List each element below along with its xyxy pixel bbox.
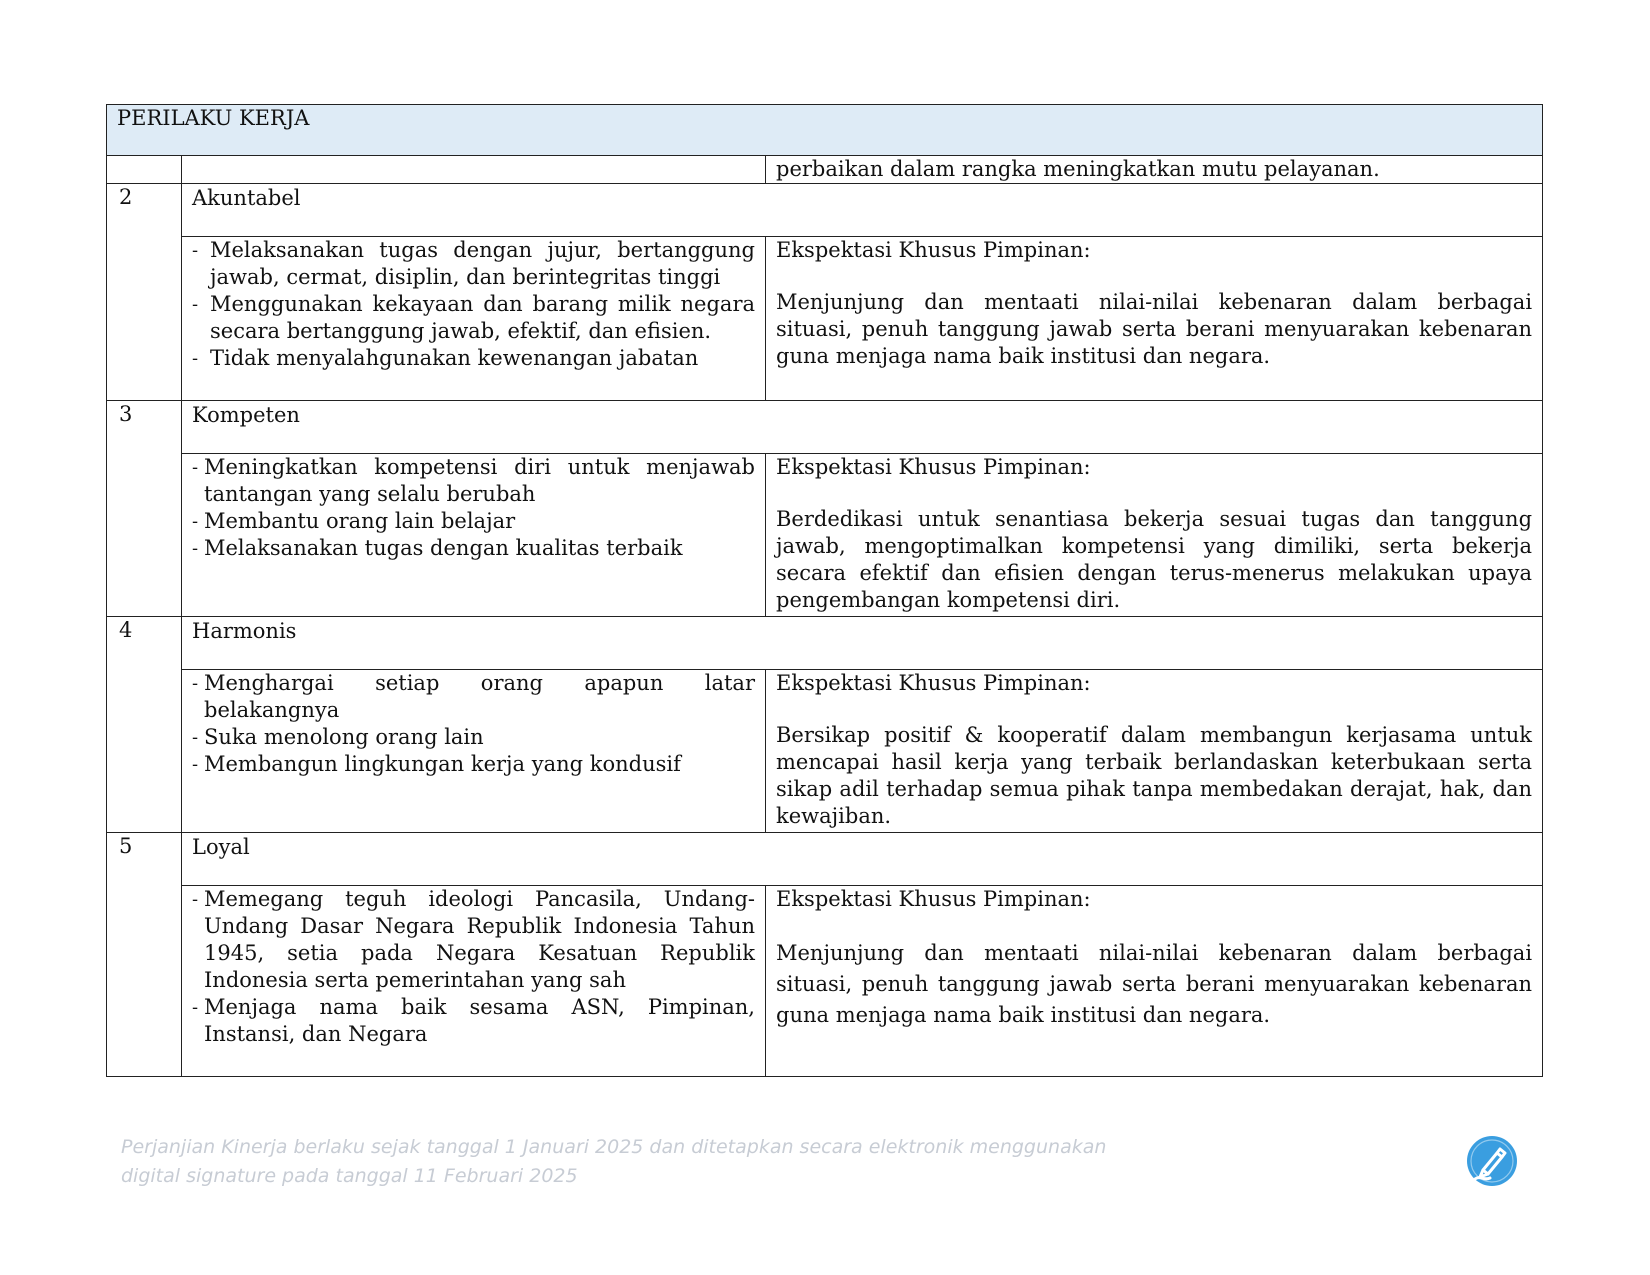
list-item: - Menghargai setiap orang apapun latar belakangnya — [192, 670, 755, 724]
section-number: 3 — [107, 401, 182, 617]
footer-line-1: Perjanjian Kinerja berlaku sejak tanggal 1 Januari 2025 dan ditetapkan secara elektronik menggunakan — [121, 1136, 1107, 1158]
footer-line-2: digital signature pada tanggal 11 Februari 2025 — [121, 1165, 578, 1187]
section-body-row — [107, 886, 1543, 1077]
section-title-row — [107, 184, 1543, 237]
behavior-list — [192, 454, 755, 562]
behavior-list — [192, 886, 755, 1048]
expectation-label: Ekspektasi Khusus Pimpinan: — [776, 887, 1091, 911]
section-title-row — [107, 401, 1543, 454]
expectation-label: Ekspektasi Khusus Pimpinan: — [776, 455, 1091, 479]
behavior-list-cell — [182, 237, 766, 401]
expectation-text: Menjunjung dan mentaati nilai-nilai kebenaran dalam berbagai situasi, penuh tanggung jawab serta berani menyuarakan kebenaran guna menjaga nama baik institusi dan negara. — [776, 290, 1533, 368]
list-item: - Tidak menyalahgunakan kewenangan jabatan — [192, 345, 755, 372]
list-item: - Suka menolong orang lain — [192, 724, 755, 751]
list-item: - Melaksanakan tugas dengan kualitas terbaik — [192, 535, 755, 562]
table-header-row — [107, 105, 1543, 156]
section-number: 4 — [107, 617, 182, 833]
behavior-list-cell — [182, 454, 766, 617]
section-body-row — [107, 670, 1543, 833]
section-number: 2 — [107, 184, 182, 401]
list-item: - Meningkatkan kompetensi diri untuk menjawab tantangan yang selalu berubah — [192, 454, 755, 508]
section-title: Loyal — [182, 833, 1543, 886]
section-body-row — [107, 454, 1543, 617]
behavior-list-cell — [182, 886, 766, 1077]
section-title-row — [107, 833, 1543, 886]
list-item: - Membantu orang lain belajar — [192, 508, 755, 535]
list-item: - Melaksanakan tugas dengan jujur, bertanggung jawab, cermat, disiplin, dan berintegritas tinggi — [192, 237, 755, 291]
expectation-text: Menjunjung dan mentaati nilai-nilai kebenaran dalam berbagai situasi, penuh tanggung jawab serta berani menyuarakan kebenaran guna menjaga nama baik institusi dan negara. — [776, 941, 1533, 1027]
behavior-list — [192, 237, 755, 372]
section-body-row — [107, 237, 1543, 401]
footer-note — [121, 1133, 1121, 1191]
table-header: PERILAKU KERJA — [107, 105, 1543, 156]
expectation-cell — [766, 670, 1543, 833]
continuation-row — [107, 156, 1543, 184]
behavior-list — [192, 670, 755, 778]
section-number: 5 — [107, 833, 182, 1077]
behavior-list-cell — [182, 670, 766, 833]
perilaku-kerja-table — [106, 104, 1543, 1077]
expectation-cell — [766, 886, 1543, 1077]
section-title: Harmonis — [182, 617, 1543, 670]
list-item: - Memegang teguh ideologi Pancasila, Undang-Undang Dasar Negara Republik Indonesia Tahun 1945, setia pada Negara Kesatuan Republik Indonesia serta pemerintahan yang sah — [192, 886, 755, 994]
section-title: Kompeten — [182, 401, 1543, 454]
expectation-label: Ekspektasi Khusus Pimpinan: — [776, 238, 1091, 262]
empty-cell — [107, 156, 182, 184]
digital-signature-pen-icon — [1466, 1135, 1518, 1187]
list-item: - Membangun lingkungan kerja yang kondusif — [192, 751, 755, 778]
section-title: Akuntabel — [182, 184, 1543, 237]
expectation-cell — [766, 454, 1543, 617]
list-item: - Menggunakan kekayaan dan barang milik negara secara bertanggung jawab, efektif, dan efisien. — [192, 291, 755, 345]
section-title-row — [107, 617, 1543, 670]
continuation-text: perbaikan dalam rangka meningkatkan mutu pelayanan. — [766, 156, 1543, 184]
empty-cell — [182, 156, 766, 184]
expectation-cell — [766, 237, 1543, 401]
list-item: - Menjaga nama baik sesama ASN, Pimpinan, Instansi, dan Negara — [192, 994, 755, 1048]
expectation-text: Bersikap positif & kooperatif dalam membangun kerjasama untuk mencapai hasil kerja yang terbaik berlandaskan keterbukaan serta sikap adil terhadap semua pihak tanpa membedakan derajat, hak, dan kewajiban. — [776, 723, 1533, 828]
expectation-text: Berdedikasi untuk senantiasa bekerja sesuai tugas dan tanggung jawab, mengoptimalkan kompetensi yang dimiliki, serta bekerja secara efektif dan efisien dengan terus-menerus melakukan upaya pengembangan kompetensi diri. — [776, 507, 1533, 612]
expectation-label: Ekspektasi Khusus Pimpinan: — [776, 671, 1091, 695]
